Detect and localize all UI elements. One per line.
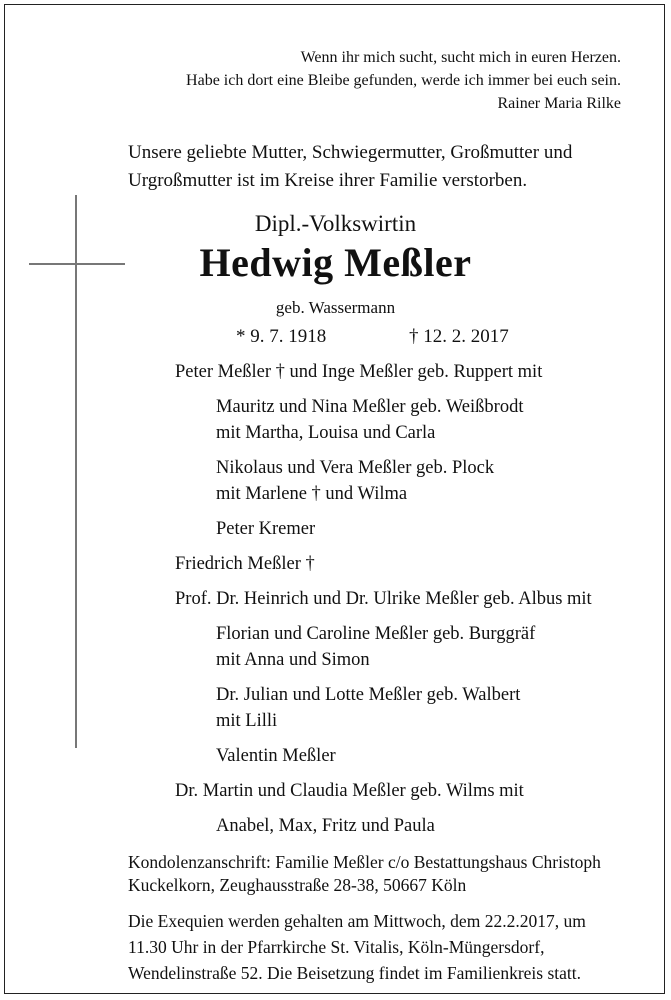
- service-line-2: 11.30 Uhr in der Pfarrkirche St. Vitalis, Köln-Müngersdorf,: [128, 937, 545, 957]
- condolence-line-1: Kondolenzanschrift: Familie Meßler c/o Bestattungshaus Christoph: [128, 852, 601, 872]
- family-line: Nikolaus und Vera Meßler geb. Plock: [216, 458, 495, 478]
- intro-line-1: Unsere geliebte Mutter, Schwiegermutter, Großmutter und: [128, 142, 573, 163]
- family-line: Valentin Meßler: [216, 746, 336, 766]
- family-line: mit Lilli: [216, 711, 278, 731]
- family-line: mit Martha, Louisa und Carla: [216, 423, 436, 443]
- family-line: Dr. Julian und Lotte Meßler geb. Walbert: [216, 685, 521, 705]
- birth-name: geb. Wassermann: [275, 298, 396, 317]
- family-line: Peter Kremer: [216, 519, 316, 539]
- quote-author: Rainer Maria Rilke: [497, 95, 621, 112]
- family-line: Prof. Dr. Heinrich und Dr. Ulrike Meßler geb. Albus mit: [175, 589, 592, 609]
- condolence-line-2: Kuckelkorn, Zeughausstraße 28-38, 50667 Köln: [128, 875, 467, 895]
- intro-line-2: Urgroßmutter ist im Kreise ihrer Familie verstorben.: [128, 170, 528, 191]
- birth-date: * 9. 7. 1918: [236, 326, 327, 347]
- family-line: Florian und Caroline Meßler geb. Burggräf: [216, 624, 536, 644]
- deceased-name: Hedwig Meßler: [199, 240, 472, 285]
- family-line: Dr. Martin und Claudia Meßler geb. Wilms mit: [175, 781, 524, 801]
- family-line: mit Marlene † und Wilma: [216, 484, 408, 504]
- service-line-3: Wendelinstraße 52. Die Beisetzung findet im Familienkreis statt.: [128, 963, 582, 983]
- family-line: Anabel, Max, Fritz und Paula: [216, 816, 435, 836]
- service-line-1: Die Exequien werden gehalten am Mittwoch, dem 22.2.2017, um: [128, 911, 586, 931]
- family-line: Peter Meßler † und Inge Meßler geb. Ruppert mit: [175, 362, 543, 382]
- family-line: Mauritz und Nina Meßler geb. Weißbrodt: [216, 397, 524, 417]
- quote-line-1: Wenn ihr mich sucht, sucht mich in euren Herzen.: [300, 49, 621, 66]
- academic-title: Dipl.-Volkswirtin: [254, 211, 417, 236]
- family-line: Friedrich Meßler †: [175, 554, 315, 574]
- death-date: † 12. 2. 2017: [409, 326, 509, 347]
- quote-line-2: Habe ich dort eine Bleibe gefunden, werde ich immer bei euch sein.: [186, 72, 621, 89]
- family-line: mit Anna und Simon: [216, 650, 370, 670]
